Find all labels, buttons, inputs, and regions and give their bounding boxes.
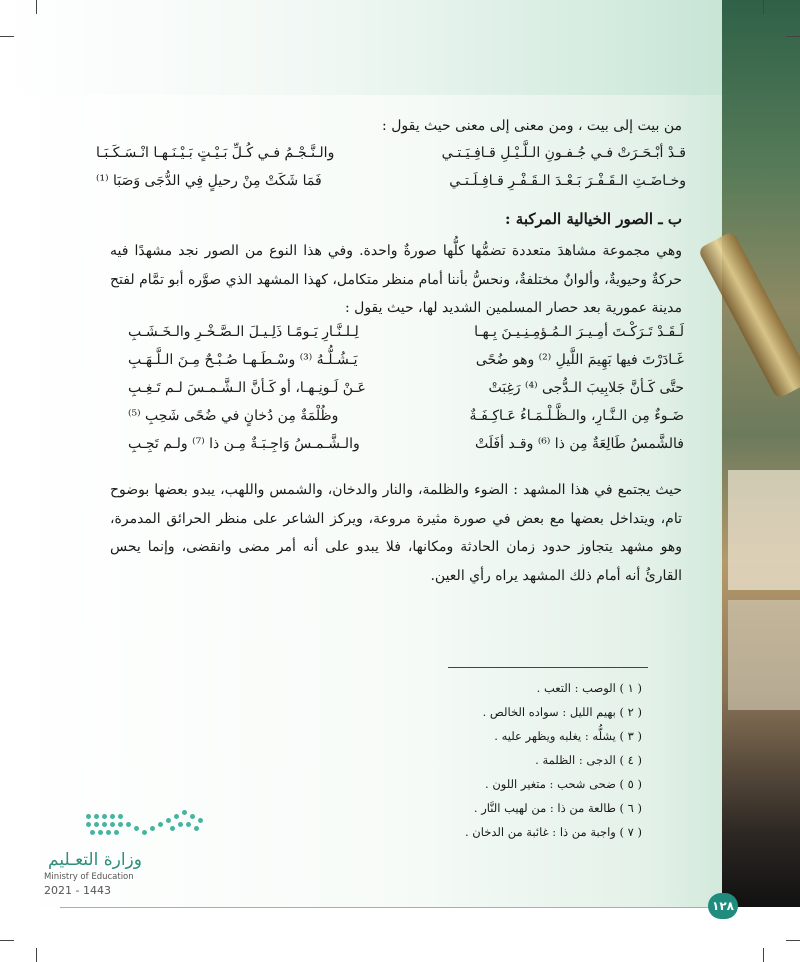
footnote: ( ٧ ) واجبة من ذا : غائبة من الدخان . <box>464 825 642 839</box>
banknote-image <box>728 600 800 710</box>
poem-verse-left: يَـشُـلُّـهُ ⁽³⁾ وسْـطَـهـا صُـبْـحٌ مِـنَ الـلَّـهَـبِ <box>128 352 358 368</box>
poem-verse-left: فَمَا شَكَتْ مِنْ رحيلٍ فِي الدُّجَى وَصَبَا ⁽¹⁾ <box>96 173 322 189</box>
crop-mark <box>763 0 764 14</box>
poem-verse-right: فالشَّمسُ طَالِعَةٌ مِن ذا ⁽⁶⁾ وقـد أفَلَتْ <box>475 436 684 452</box>
poem-verse-left: عَـنْ لَـونِـهـا، أو كَـأنَّ الـشَّـمـسَ لـم تَـغِـبِ <box>128 380 366 396</box>
crop-mark <box>36 0 37 14</box>
poem-verse-left: لِـلـنَّـارِ يَـومًـا ذَلِـيـلَ الـصَّـخْـرِ والـخَـشَـبِ <box>128 324 359 340</box>
crop-mark <box>0 940 14 941</box>
ministry-logo <box>40 806 220 906</box>
section-heading: ب ـ الصور الخيالية المركبة : <box>505 210 682 228</box>
decorative-photo-strip <box>722 0 800 907</box>
poem-block-2 <box>128 324 684 469</box>
header-background <box>0 0 800 95</box>
ministry-arabic-name: وزارة التعـليم <box>48 850 142 870</box>
crop-mark <box>763 948 764 962</box>
intro-line: من بيت إلى بيت ، ومن معنى إلى معنى حيث يقول : <box>382 118 682 134</box>
poem-verse-right: وخـاضَـتِ الـقَـفْـرَ بَـعْـدَ الـقَـفْـرِ قـافِـلَـتـي <box>449 173 686 189</box>
paragraph-2: حيث يجتمع في هذا المشهد : الضوء والظلمة، والنار والدخان، والشمس واللهب، يبدو بعضها بوضوح تام، ويتداخل بعضها مع بعض في صورة مثيرة مروعة، ويركز الشاعر على منظر الحرائق المدمرة، وهو مشهد يتجاوز حدود زمان الحادثة ومكانها، فلا يبدو على أنه أمر مضى وانقضى، وإنما يحس القارئُ أنه أمام ذلك المشهد يراه رأي العين. <box>110 482 682 584</box>
logo-dots-icon <box>86 806 216 848</box>
footnote: ( ٥ ) ضحى شحب : متغير اللون . <box>485 777 642 791</box>
crop-mark <box>786 36 800 37</box>
paragraph-1: وهي مجموعة مشاهدَ متعددة تضمُّها كلُّها صورةٌ واحدة. وفي هذا النوع من الصور نجد مشهدًا فيه حركةٌ وحيويةٌ، وألوانٌ مختلفةٌ، ونحسُّ بأننا أمام منظر متكامل، كهذا المشهد الذي صوَّره أبو تمَّام لفتح مدينة عمورية بعد حصار المسلمين الشديد لها، حيث يقول : <box>110 243 682 316</box>
page-number: ١٢٨ <box>708 893 738 919</box>
crop-mark <box>786 940 800 941</box>
edition-year: 2021 - 1443 <box>44 884 111 897</box>
footer-line <box>60 907 722 908</box>
poem-verse-left: والـشَّـمـسُ وَاجِـبَـةٌ مِـن ذا ⁽⁷⁾ ولـم تَجِـبِ <box>128 436 360 452</box>
poem-verse-left: وظُلْمَةٌ مِن دُخانٍ في ضُحًى شَحِبِ ⁽⁵⁾ <box>128 408 339 424</box>
poem-verse-right: حتَّى كَـأنَّ جَلابِيبَ الـدُّجى ⁽⁴⁾ رَغِبَتْ <box>488 380 684 396</box>
crop-mark <box>0 36 14 37</box>
poem-verse-right: لَـقَـدْ تَـرَكْـتَ أمِـيـرَ الـمُـؤمِـنِـيـنَ بِـهـا <box>474 324 684 340</box>
poem-verse-right: قـدْ أبْـحَـرَتْ فـي جُـفـونِ الـلَّـيْـلِ قـافِـيَـتـي <box>441 145 686 161</box>
poem-verse-right: غَـادَرْتَ فيها بَهِيمَ اللَّيلِ ⁽²⁾ وهو ضُحًى <box>475 352 684 368</box>
newspaper-image <box>728 470 800 590</box>
footnote: ( ٦ ) طالعة من ذا : من لهيب النَّار . <box>473 801 642 815</box>
footnote-divider <box>448 667 648 668</box>
footnote: ( ٤ ) الدجى : الظلمة . <box>535 753 642 767</box>
footnote: ( ٢ ) بهيم الليل : سواده الخالص . <box>482 705 642 719</box>
poem-verse-right: ضَـوءٌ مِن الـنَّـارِ، والـظَّـلْـمَـاءُ عَـاكِـفَـةٌ <box>469 408 684 424</box>
footnote: ( ١ ) الوصب : التعب . <box>536 681 642 695</box>
poem-block-1 <box>96 145 686 205</box>
crop-mark <box>36 948 37 962</box>
poem-verse-left: والـنَّـجْـمُ فـي كُـلِّ بَـيْـتٍ بَـيْـنَـهـا انْـسَـكَـبَـا <box>96 145 335 161</box>
footnote: ( ٣ ) يشلُّه : يغلبه ويظهر عليه . <box>494 729 642 743</box>
ministry-english-name: Ministry of Education <box>44 872 134 882</box>
